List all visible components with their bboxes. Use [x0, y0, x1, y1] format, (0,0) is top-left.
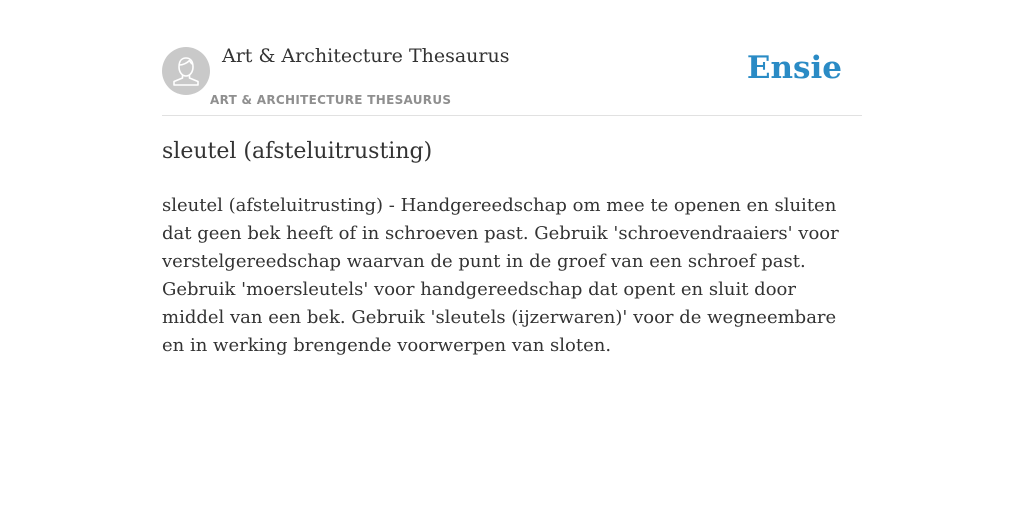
source-subtitle[interactable]: ART & ARCHITECTURE THESAURUS [210, 93, 452, 107]
user-icon [162, 47, 210, 95]
header [162, 0, 862, 116]
ensie-logo-link[interactable]: Ensie [746, 50, 842, 86]
page-container [162, 0, 862, 512]
entry-definition: sleutel (afsteluitrusting) - Handgereedschap om mee te openen en sluiten dat geen bek heeft of in schroeven past. Gebruik 'schroevendraaiers' voor verstelgereedschap waarvan de punt in de groef van een schroef past. Gebruik 'moersleutels' voor handgereedschap dat opent en sluit door middel van een bek. Gebruik 'sleutels (ijzerwaren)' voor de wegneembare en in werking brengende voorwerpen van sloten. [162, 195, 839, 356]
avatar[interactable] [162, 47, 210, 95]
source-title[interactable]: Art & Architecture Thesaurus [222, 45, 510, 67]
entry-title: sleutel (afsteluitrusting) [162, 139, 433, 164]
